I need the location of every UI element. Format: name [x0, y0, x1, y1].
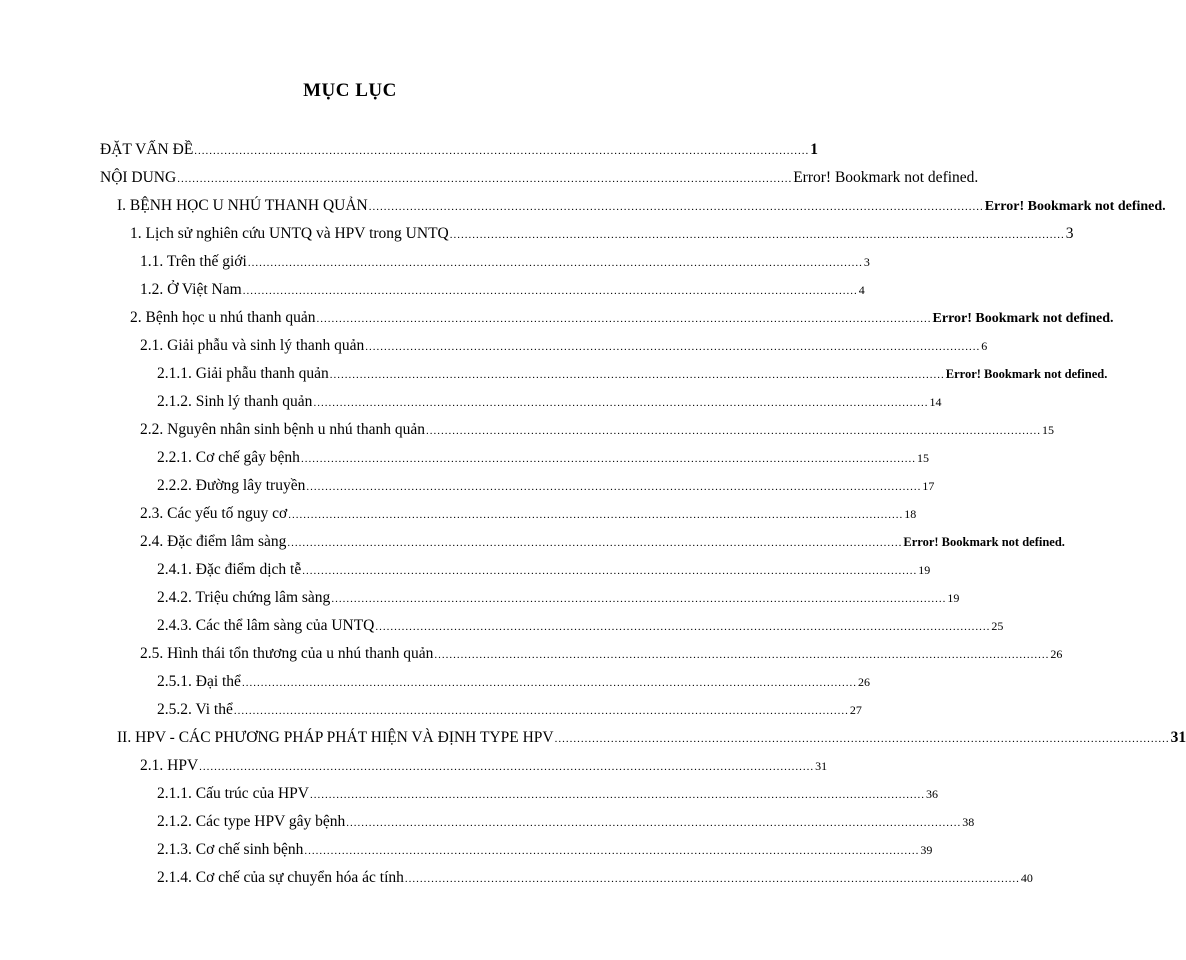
toc-entry-label: NỘI DUNG: [100, 169, 177, 186]
toc-entry-page: 4: [858, 283, 865, 297]
toc-entry[interactable]: [157, 868, 1033, 889]
toc-leader: ....................................................................................................................................................................: [434, 649, 1050, 661]
toc-entry-label: 2.5. Hình thái tổn thương của u nhú thanh quản: [140, 645, 434, 662]
toc-entry-label: 2.1. Giải phẫu và sinh lý thanh quản: [140, 337, 365, 354]
toc-entry-page: 1: [810, 141, 819, 158]
toc-leader: ....................................................................................................................................................................: [177, 173, 793, 185]
toc-entry-page: 40: [1020, 871, 1033, 885]
toc-entry-label: II. HPV - CÁC PHƯƠNG PHÁP PHÁT HIỆN VÀ ĐỊNH TYPE HPV: [117, 729, 554, 746]
toc-entry[interactable]: [140, 420, 1054, 441]
toc-entry-page: Error! Bookmark not defined.: [903, 535, 1065, 549]
toc-leader: ....................................................................................................................................................................: [329, 369, 945, 381]
toc-entry-label: 2.4. Đặc điểm lâm sàng: [140, 533, 287, 550]
toc-entry[interactable]: [130, 224, 1074, 245]
toc-entry-label: 1.2. Ở Việt Nam: [140, 281, 242, 298]
toc-entry-label: 2.1.1. Cấu trúc của HPV: [157, 785, 309, 802]
toc-entry-page: 19: [947, 591, 960, 605]
toc-entry-page: 27: [849, 703, 862, 717]
toc-leader: ....................................................................................................................................................................: [194, 145, 810, 157]
toc-entry[interactable]: [117, 196, 1166, 217]
toc-entry-label: 2.2.1. Cơ chế gây bệnh: [157, 449, 300, 466]
toc-entry-page: 3: [1065, 225, 1074, 242]
toc-entry-page: 14: [929, 395, 942, 409]
toc-entry-page: 26: [1050, 647, 1063, 661]
toc-entry-label: 2. Bệnh học u nhú thanh quản: [130, 309, 316, 326]
toc-leader: ....................................................................................................................................................................: [331, 593, 947, 605]
toc-entry[interactable]: [140, 280, 865, 301]
toc-entry[interactable]: [157, 476, 935, 497]
toc-entry-label: 1.1. Trên thế giới: [140, 253, 247, 270]
toc-entry-label: 2.1. HPV: [140, 757, 199, 774]
toc-entry-label: 1. Lịch sử nghiên cứu UNTQ và HPV trong UNTQ: [130, 225, 449, 242]
toc-entry-page: 15: [1042, 423, 1054, 437]
toc-entry[interactable]: [157, 588, 960, 609]
toc-entry[interactable]: [130, 308, 1114, 329]
toc-entry-label: 2.1.2. Các type HPV gây bệnh: [157, 813, 346, 830]
toc-entry-label: 2.4.1. Đặc điểm dịch tễ: [157, 561, 302, 578]
toc-leader: ....................................................................................................................................................................: [346, 817, 962, 829]
toc-entry-page: Error! Bookmark not defined.: [793, 169, 979, 186]
toc-entry[interactable]: [157, 840, 933, 861]
toc-entry[interactable]: [157, 560, 931, 581]
toc-entry[interactable]: [157, 364, 1108, 385]
toc-leader: ....................................................................................................................................................................: [313, 397, 929, 409]
toc-leader: ....................................................................................................................................................................: [288, 509, 904, 521]
toc-leader: ....................................................................................................................................................................: [316, 313, 932, 325]
toc-entry-label: 2.1.3. Cơ chế sinh bệnh: [157, 841, 304, 858]
toc-entry[interactable]: [140, 756, 828, 777]
toc-entry-page: 26: [857, 675, 870, 689]
toc-entry[interactable]: [100, 168, 979, 189]
toc-leader: ....................................................................................................................................................................: [247, 257, 863, 269]
toc-leader: ....................................................................................................................................................................: [304, 845, 920, 857]
toc-leader: ....................................................................................................................................................................: [368, 201, 984, 213]
toc-entry-page: 25: [991, 619, 1004, 633]
toc-entry-label: 2.3. Các yếu tố nguy cơ: [140, 505, 288, 522]
toc-leader: ....................................................................................................................................................................: [287, 537, 903, 549]
toc-entry-page: 3: [863, 255, 870, 269]
toc-entry[interactable]: [157, 812, 975, 833]
toc-entry-label: 2.1.2. Sinh lý thanh quản: [157, 393, 313, 410]
toc-leader: ....................................................................................................................................................................: [426, 425, 1041, 437]
toc-entry-label: 2.2. Nguyên nhân sinh bệnh u nhú thanh quản: [140, 421, 425, 438]
page-title: MỤC LỤC: [303, 80, 397, 101]
toc-entry[interactable]: [140, 252, 870, 273]
toc-entry-label: 2.5.2. Vi thể: [157, 701, 233, 718]
toc-entry-page: 19: [918, 563, 931, 577]
toc-entry[interactable]: [157, 616, 1004, 637]
toc-entry-page: 36: [925, 787, 938, 801]
toc-entry-label: 2.4.3. Các thể lâm sàng của UNTQ: [157, 617, 375, 634]
toc-leader: ....................................................................................................................................................................: [449, 229, 1065, 241]
toc-leader: ....................................................................................................................................................................: [365, 341, 981, 353]
toc-leader: ....................................................................................................................................................................: [309, 789, 925, 801]
toc-entry-page: 6: [981, 339, 988, 353]
toc-entry[interactable]: [157, 700, 862, 721]
toc-entry[interactable]: [140, 644, 1063, 665]
toc-leader: ....................................................................................................................................................................: [302, 565, 918, 577]
toc-entry[interactable]: [157, 448, 929, 469]
toc-leader: ....................................................................................................................................................................: [300, 453, 916, 465]
toc-entry-label: ĐẶT VẤN ĐỀ: [100, 141, 194, 158]
toc-entry-label: 2.5.1. Đại thể: [157, 673, 241, 690]
toc-entry-page: 31: [815, 759, 828, 773]
toc-entry-label: 2.1.1. Giải phẫu thanh quản: [157, 365, 329, 382]
toc-entry-page: 17: [922, 479, 935, 493]
toc-entry-page: 18: [904, 507, 917, 521]
toc-leader: ....................................................................................................................................................................: [233, 705, 849, 717]
toc-entry-label: 2.2.2. Đường lây truyền: [157, 477, 306, 494]
toc-entry-page: 39: [920, 843, 933, 857]
toc-leader: ....................................................................................................................................................................: [554, 733, 1170, 745]
toc-leader: ....................................................................................................................................................................: [404, 873, 1020, 885]
toc-leader: ....................................................................................................................................................................: [241, 677, 857, 689]
toc-entry-page: 38: [962, 815, 975, 829]
toc-leader: ....................................................................................................................................................................: [306, 481, 922, 493]
toc-entry-page: Error! Bookmark not defined.: [984, 199, 1166, 214]
toc-leader: ....................................................................................................................................................................: [199, 761, 815, 773]
toc-entry-page: Error! Bookmark not defined.: [945, 367, 1108, 381]
toc-entry-page: 15: [916, 451, 929, 465]
toc-entry[interactable]: [157, 784, 938, 805]
toc-entry-page: Error! Bookmark not defined.: [932, 311, 1114, 326]
toc-entry[interactable]: [157, 672, 870, 693]
toc-entry[interactable]: [140, 504, 917, 525]
toc-entry[interactable]: [140, 532, 1065, 553]
toc-entry-page: 31: [1170, 729, 1186, 746]
toc-leader: ....................................................................................................................................................................: [242, 285, 858, 297]
toc-entry-label: I. BỆNH HỌC U NHÚ THANH QUẢN: [117, 197, 368, 214]
toc-entry[interactable]: [140, 336, 988, 357]
toc-entry[interactable]: [157, 392, 942, 413]
toc-leader: ....................................................................................................................................................................: [375, 621, 991, 633]
toc-entry-label: 2.1.4. Cơ chế của sự chuyển hóa ác tính: [157, 869, 404, 886]
toc-entry-label: 2.4.2. Triệu chứng lâm sàng: [157, 589, 331, 606]
toc-entry[interactable]: [117, 728, 1186, 749]
toc-entry[interactable]: [100, 140, 819, 161]
